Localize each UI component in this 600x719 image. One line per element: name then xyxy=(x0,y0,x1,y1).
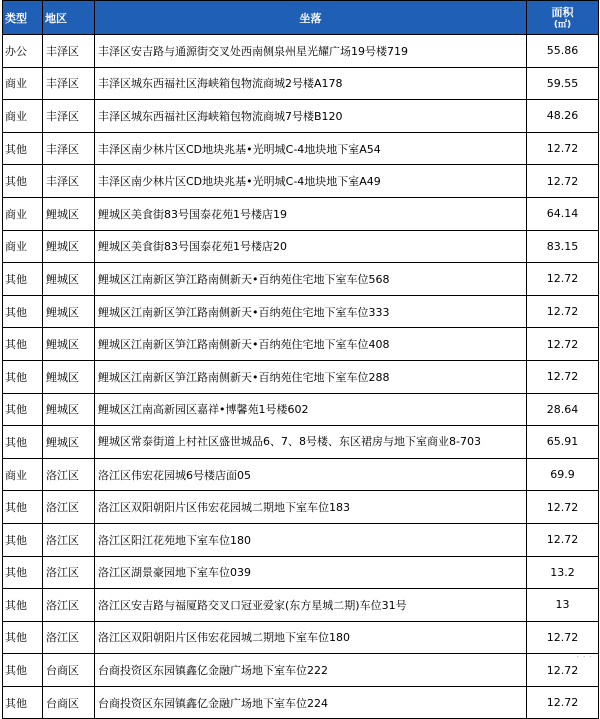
cell-district: 鲤城区 xyxy=(43,426,95,459)
cell-district: 鲤城区 xyxy=(43,197,95,230)
table-row xyxy=(3,360,599,393)
cell-district: 台商区 xyxy=(43,686,95,719)
table-row xyxy=(3,295,599,328)
table-row xyxy=(3,491,599,524)
property-table xyxy=(2,0,599,719)
cell-location: 洛江区双阳朝阳片区伟宏花园城二期地下室车位180 xyxy=(95,621,527,654)
header-size-unit: (㎡) xyxy=(553,19,572,30)
table-row xyxy=(3,523,599,556)
table-row xyxy=(3,132,599,165)
cell-location: 鲤城区江南新区笋江路南侧新天•百纳苑住宅地下室车位408 xyxy=(95,328,527,361)
cell-size: 28.64 xyxy=(527,393,599,426)
cell-type: 其他 xyxy=(3,360,43,393)
cell-type: 其他 xyxy=(3,132,43,165)
cell-location: 鲤城区江南新区笋江路南侧新天•百纳苑住宅地下室车位568 xyxy=(95,263,527,296)
table-body xyxy=(3,35,599,719)
header-row xyxy=(3,1,599,35)
cell-type: 商业 xyxy=(3,100,43,133)
cell-type: 其他 xyxy=(3,263,43,296)
cell-district: 丰泽区 xyxy=(43,100,95,133)
cell-type: 其他 xyxy=(3,621,43,654)
cell-location: 丰泽区城东西福社区海峡箱包物流商城2号楼A178 xyxy=(95,67,527,100)
cell-location: 丰泽区城东西福社区海峡箱包物流商城7号楼B120 xyxy=(95,100,527,133)
cell-size: 13.2 xyxy=(527,556,599,589)
cell-location: 鲤城区江南新区笋江路南侧新天•百纳苑住宅地下室车位333 xyxy=(95,295,527,328)
cell-type: 其他 xyxy=(3,589,43,622)
cell-size: 13 xyxy=(527,589,599,622)
table-row xyxy=(3,165,599,198)
cell-type: 其他 xyxy=(3,426,43,459)
cell-size: 12.72 xyxy=(527,491,599,524)
cell-size: 12.72 xyxy=(527,263,599,296)
cell-size: 65.91 xyxy=(527,426,599,459)
cell-type: 其他 xyxy=(3,393,43,426)
cell-location: 鲤城区美食街83号国泰花苑1号楼店19 xyxy=(95,197,527,230)
cell-size: 59.55 xyxy=(527,67,599,100)
cell-location: 鲤城区江南高新园区嘉祥•博馨苑1号楼602 xyxy=(95,393,527,426)
cell-type: 其他 xyxy=(3,491,43,524)
cell-location: 鲤城区常泰街道上村社区盛世城品6、7、8号楼、东区裙房与地下室商业8-703 xyxy=(95,426,527,459)
cell-location: 洛江区双阳朝阳片区伟宏花园城二期地下室车位183 xyxy=(95,491,527,524)
cell-district: 鲤城区 xyxy=(43,263,95,296)
cell-location: 洛江区阳江花苑地下室车位180 xyxy=(95,523,527,556)
header-location: 坐落 xyxy=(95,1,527,35)
table-row xyxy=(3,67,599,100)
cell-size: 64.14 xyxy=(527,197,599,230)
table-row xyxy=(3,458,599,491)
table-row xyxy=(3,556,599,589)
cell-district: 鲤城区 xyxy=(43,360,95,393)
cell-location: 丰泽区南少林片区CD地块兆基•光明城C-4地块地下室A54 xyxy=(95,132,527,165)
cell-district: 洛江区 xyxy=(43,621,95,654)
cell-size: 69.9 xyxy=(527,458,599,491)
cell-type: 商业 xyxy=(3,197,43,230)
cell-size: 83.15 xyxy=(527,230,599,263)
cell-size: 12.72 xyxy=(527,360,599,393)
header-type: 类型 xyxy=(3,1,43,35)
cell-size: 12.72 xyxy=(527,165,599,198)
cell-type: 办公 xyxy=(3,35,43,68)
cell-size: 55.86 xyxy=(527,35,599,68)
cell-location: 台商投资区东园镇鑫亿金融广场地下室车位222 xyxy=(95,654,527,687)
cell-district: 台商区 xyxy=(43,654,95,687)
table-row xyxy=(3,35,599,68)
header-size-label: 面积 xyxy=(551,5,574,19)
cell-district: 丰泽区 xyxy=(43,35,95,68)
cell-district: 丰泽区 xyxy=(43,67,95,100)
header-size xyxy=(527,1,599,35)
cell-location: 洛江区湖景豪园地下室车位039 xyxy=(95,556,527,589)
cell-district: 洛江区 xyxy=(43,589,95,622)
cell-size: 12.72 xyxy=(527,328,599,361)
header-district: 地区 xyxy=(43,1,95,35)
table-row xyxy=(3,230,599,263)
cell-type: 其他 xyxy=(3,165,43,198)
cell-district: 洛江区 xyxy=(43,556,95,589)
cell-type: 其他 xyxy=(3,295,43,328)
cell-district: 鲤城区 xyxy=(43,230,95,263)
table-row xyxy=(3,328,599,361)
cell-size: 12.72 xyxy=(527,523,599,556)
cell-district: 洛江区 xyxy=(43,523,95,556)
cell-location: 鲤城区江南新区笋江路南侧新天•百纳苑住宅地下室车位288 xyxy=(95,360,527,393)
cell-district: 丰泽区 xyxy=(43,132,95,165)
cell-location: 台商投资区东园镇鑫亿金融广场地下室车位224 xyxy=(95,686,527,719)
table-row xyxy=(3,589,599,622)
cell-size: 12.72 xyxy=(527,132,599,165)
cell-size: 12.72 xyxy=(527,295,599,328)
cell-district: 丰泽区 xyxy=(43,165,95,198)
cell-district: 鲤城区 xyxy=(43,393,95,426)
table-row xyxy=(3,197,599,230)
cell-type: 商业 xyxy=(3,458,43,491)
cell-size: 12.72 xyxy=(527,621,599,654)
cell-district: 洛江区 xyxy=(43,491,95,524)
cell-location: 丰泽区安吉路与通源街交叉处西南侧泉州星光耀广场19号楼719 xyxy=(95,35,527,68)
table-row xyxy=(3,426,599,459)
table-row xyxy=(3,654,599,687)
cell-location: 鲤城区美食街83号国泰花苑1号楼店20 xyxy=(95,230,527,263)
cell-location: 洛江区安吉路与福厦路交叉口冠亚爱家(东方星城二期)车位31号 xyxy=(95,589,527,622)
cell-type: 其他 xyxy=(3,523,43,556)
table-row xyxy=(3,393,599,426)
cell-type: 商业 xyxy=(3,230,43,263)
cell-type: 其他 xyxy=(3,686,43,719)
cell-type: 其他 xyxy=(3,556,43,589)
table-row xyxy=(3,263,599,296)
cell-type: 商业 xyxy=(3,67,43,100)
cell-location: 洛江区伟宏花园城6号楼店面05 xyxy=(95,458,527,491)
cell-size: 12.72 xyxy=(527,654,599,687)
cell-district: 鲤城区 xyxy=(43,295,95,328)
cell-type: 其他 xyxy=(3,328,43,361)
cell-size: 48.26 xyxy=(527,100,599,133)
table-row xyxy=(3,100,599,133)
cell-type: 其他 xyxy=(3,654,43,687)
table-row xyxy=(3,686,599,719)
table-row xyxy=(3,621,599,654)
cell-size: 12.72 xyxy=(527,686,599,719)
cell-district: 洛江区 xyxy=(43,458,95,491)
cell-location: 丰泽区南少林片区CD地块兆基•光明城C-4地块地下室A49 xyxy=(95,165,527,198)
watermark: · · · xyxy=(576,652,592,663)
cell-district: 鲤城区 xyxy=(43,328,95,361)
